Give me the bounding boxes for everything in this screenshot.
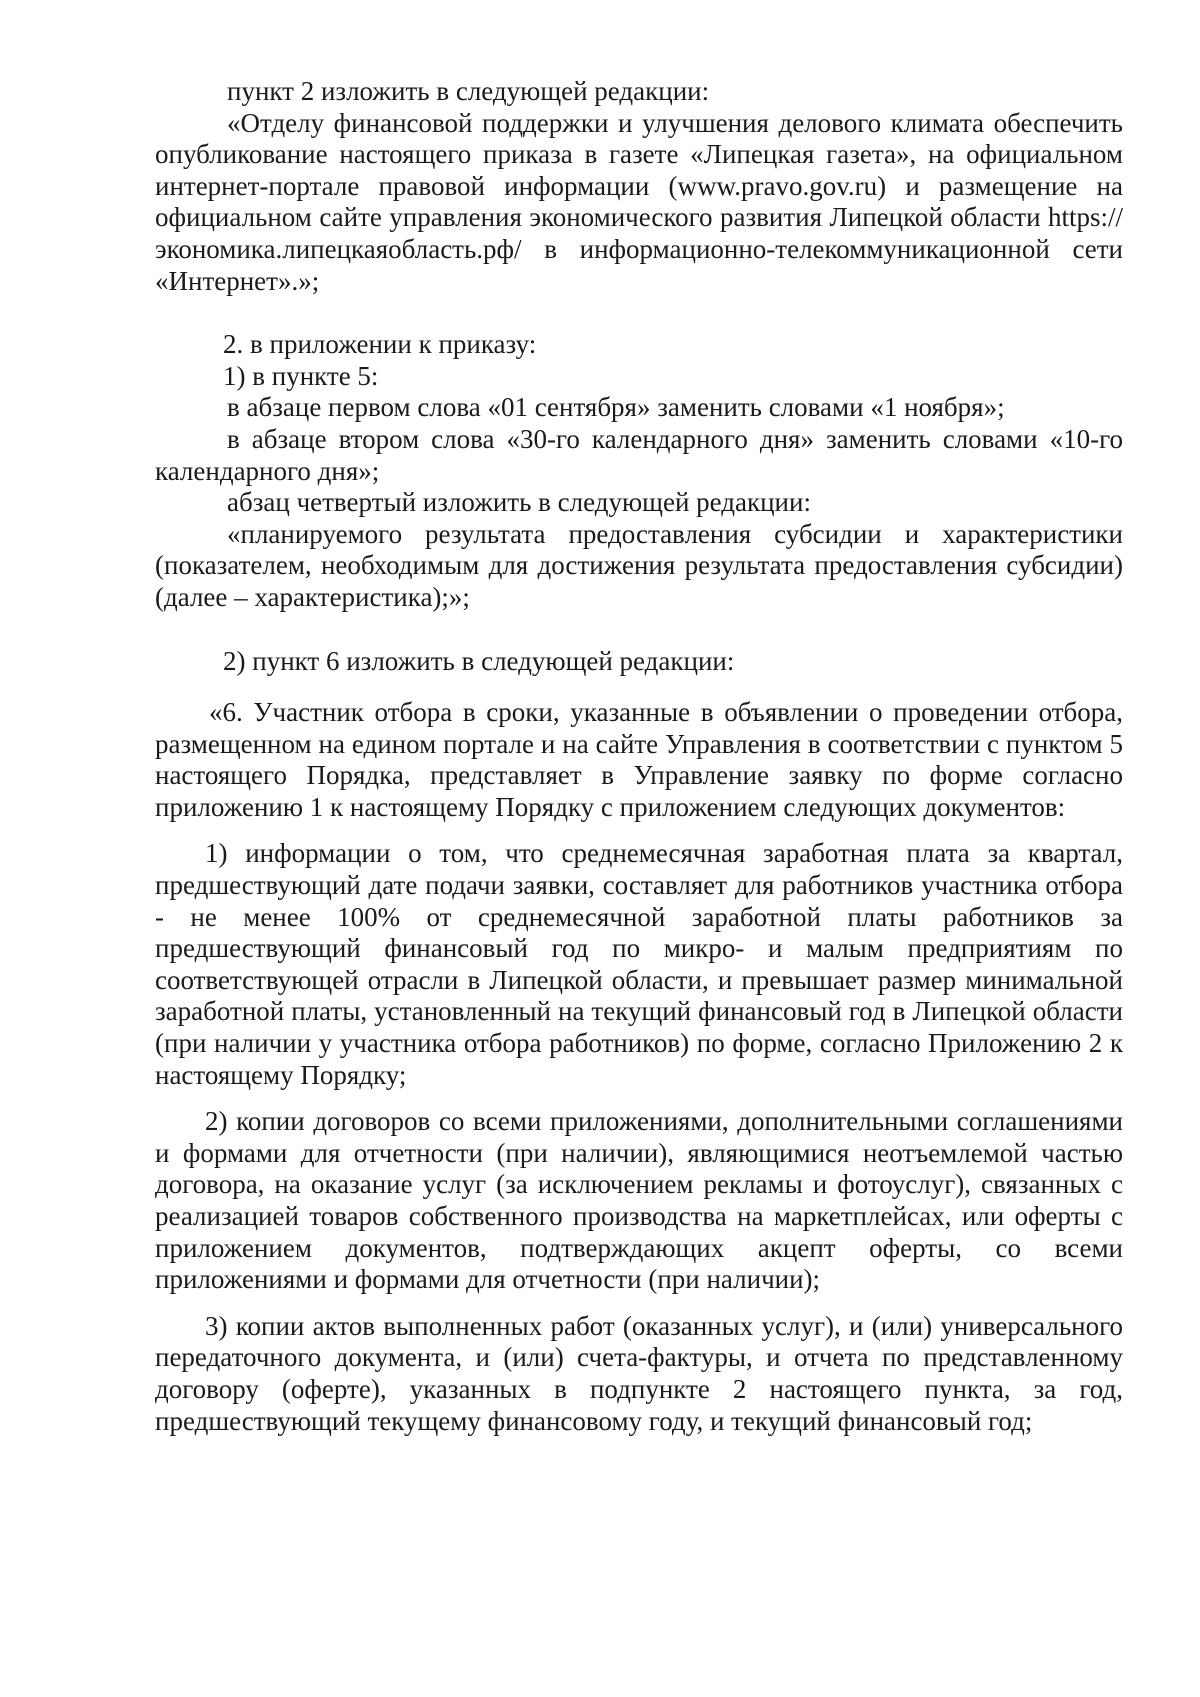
paragraph-doc-3: 3) копии актов выполненных работ (оказанных услуг), и (или) универсального передаточного документа, и (или) счета-фактуры, и отчета по представленному договору (оферте), указанных в подпункте 2 настоящего пункта, за год, предшествующий текущему финансовому году, и текущий финансовый год; <box>155 1310 1123 1436</box>
paragraph-item-2-heading: пункт 2 изложить в следующей редакции: <box>227 76 710 106</box>
paragraph-subitem-2: 2) пункт 6 изложить в следующей редакции: <box>223 645 735 676</box>
paragraph-fourth-abzac-heading: абзац четвертый изложить в следующей редакции: <box>227 487 811 518</box>
paragraph-item-2-quote: «Отделу финансовой поддержки и улучшения делового климата обеспечить опубликование настоящего приказа в газете «Липецкая газета», на официальном интернет-портале правовой информации (www.pravo.gov.ru) и размещение на официальном сайте управления экономического развития Липецкой области https://экономика.липецкаяобласть.рф/ в информационно-телекоммуникационной сети «Интернет».»; <box>155 107 1123 296</box>
paragraph-doc-1: 1) информации о том, что среднемесячная заработная плата за квартал, предшествующий дате подачи заявки, составляет для работников участника отбора - не менее 100% от среднемесячной заработной платы работников за предшествующий финансовый год по микро- и малым предприятиям по соответствующей отрасли в Липецкой области, и превышает размер минимальной заработной платы, установленный на текущий финансовый год в Липецкой области (при наличии у участника отбора работников) по форме, согласно Приложению 2 к настоящему Порядку; <box>155 838 1123 1090</box>
paragraph-item-6: «6. Участник отбора в сроки, указанные в объявлении о проведении отбора, размещенном на едином портале и на сайте Управления в соответствии с пунктом 5 настоящего Порядка, представляет в Управление заявку по форме согласно приложению 1 к настоящему Порядку с приложением следующих документов: <box>155 697 1123 822</box>
paragraph-subitem-1: 1) в пункте 5: <box>223 360 379 391</box>
paragraph-first-abzac: в абзаце первом слова «01 сентября» заменить словами «1 ноября»; <box>227 392 1005 423</box>
document-body <box>155 76 1123 1437</box>
paragraph-doc-2: 2) копии договоров со всеми приложениями, дополнительными соглашениями и формами для отчетности (при наличии), являющимися неотъемлемой частью договора, на оказание услуг (за исключением рекламы и фотоуслуг), связанных с реализацией товаров собственного производства на маркетплейсах, или оферты с приложением документов, подтверждающих акцепт оферты, со всеми приложениями и формами для отчетности (при наличии); <box>155 1106 1123 1295</box>
paragraph-section-2: 2. в приложении к приказу: <box>223 329 537 360</box>
paragraph-second-abzac: в абзаце втором слова «30-го календарного дня» заменить словами «10-го календарного дня»; <box>155 423 1123 486</box>
paragraph-fourth-abzac-quote: «планируемого результата предоставления субсидии и характеристики (показателем, необходимым для достижения результата предоставления субсидии) (далее – характеристика);»; <box>155 518 1123 612</box>
